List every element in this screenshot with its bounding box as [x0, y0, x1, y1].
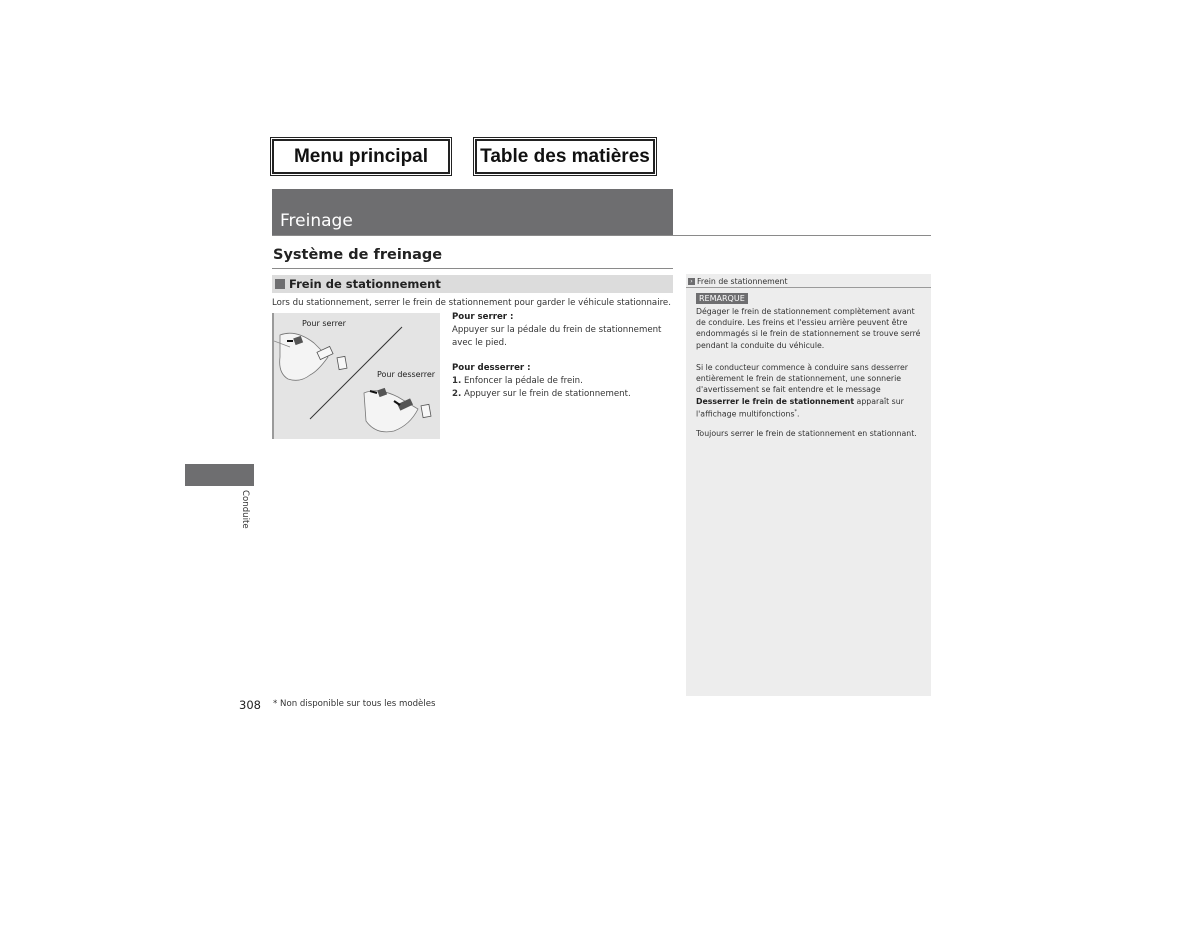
- chapter-tab-label: Conduite: [240, 490, 250, 529]
- menu-principal-button[interactable]: Menu principal: [272, 139, 450, 174]
- intro-text: Lors du stationnement, serrer le frein de stationnement pour garder le véhicule stationnaire.: [272, 298, 671, 308]
- sidebar-note-1: Dégager le frein de stationnement complètement avant de conduire. Les freins et l'essieu arrière peuvent être endommagés si le frein de stationnement se trouve serré pendant la conduite du véhicule.: [696, 307, 921, 350]
- brake-steps: [452, 311, 672, 401]
- section-title: Système de freinage: [273, 247, 443, 263]
- remarque-badge: REMARQUE: [696, 293, 748, 304]
- release-heading: Pour desserrer :: [452, 363, 531, 373]
- list-item: 2. Appuyer sur le frein de stationnement.: [452, 389, 631, 399]
- subsection-header: [272, 275, 673, 293]
- table-des-matieres-button[interactable]: Table des matières: [475, 139, 655, 174]
- parking-brake-illustration: [272, 313, 440, 439]
- label-pour-desserrer: Pour desserrer: [377, 370, 436, 379]
- sidebar-reference: [686, 275, 931, 288]
- title-divider: [272, 235, 931, 236]
- chapter-tab[interactable]: [185, 464, 254, 486]
- apply-text: Appuyer sur la pédale du frein de stationnement avec le pied.: [452, 325, 662, 348]
- chapter-title-band: [272, 189, 673, 235]
- label-pour-serrer: Pour serrer: [302, 319, 346, 328]
- sidebar-note-2: Si le conducteur commence à conduire sans desserrer entièrement le frein de stationnement, une sonnerie d'avertissement se fait entendre et le message Desserrer le frein de stationnement apparaît sur l'affichage multifonctions*.: [696, 363, 908, 419]
- page-number: 308: [239, 698, 261, 712]
- footnote: * Non disponible sur tous les modèles: [273, 699, 436, 709]
- sidebar-note-3: Toujours serrer le frein de stationnement en stationnant.: [696, 429, 917, 438]
- subsection-square-icon: [275, 279, 285, 289]
- reference-arrow-icon: ›: [688, 278, 695, 285]
- apply-heading: Pour serrer :: [452, 312, 514, 322]
- subsection-title: Frein de stationnement: [289, 277, 441, 291]
- sidebar-ref-title: Frein de stationnement: [697, 276, 788, 286]
- chapter-title: Freinage: [280, 211, 353, 231]
- list-item: 1. Enfoncer la pédale de frein.: [452, 376, 583, 386]
- section-divider: [272, 268, 673, 269]
